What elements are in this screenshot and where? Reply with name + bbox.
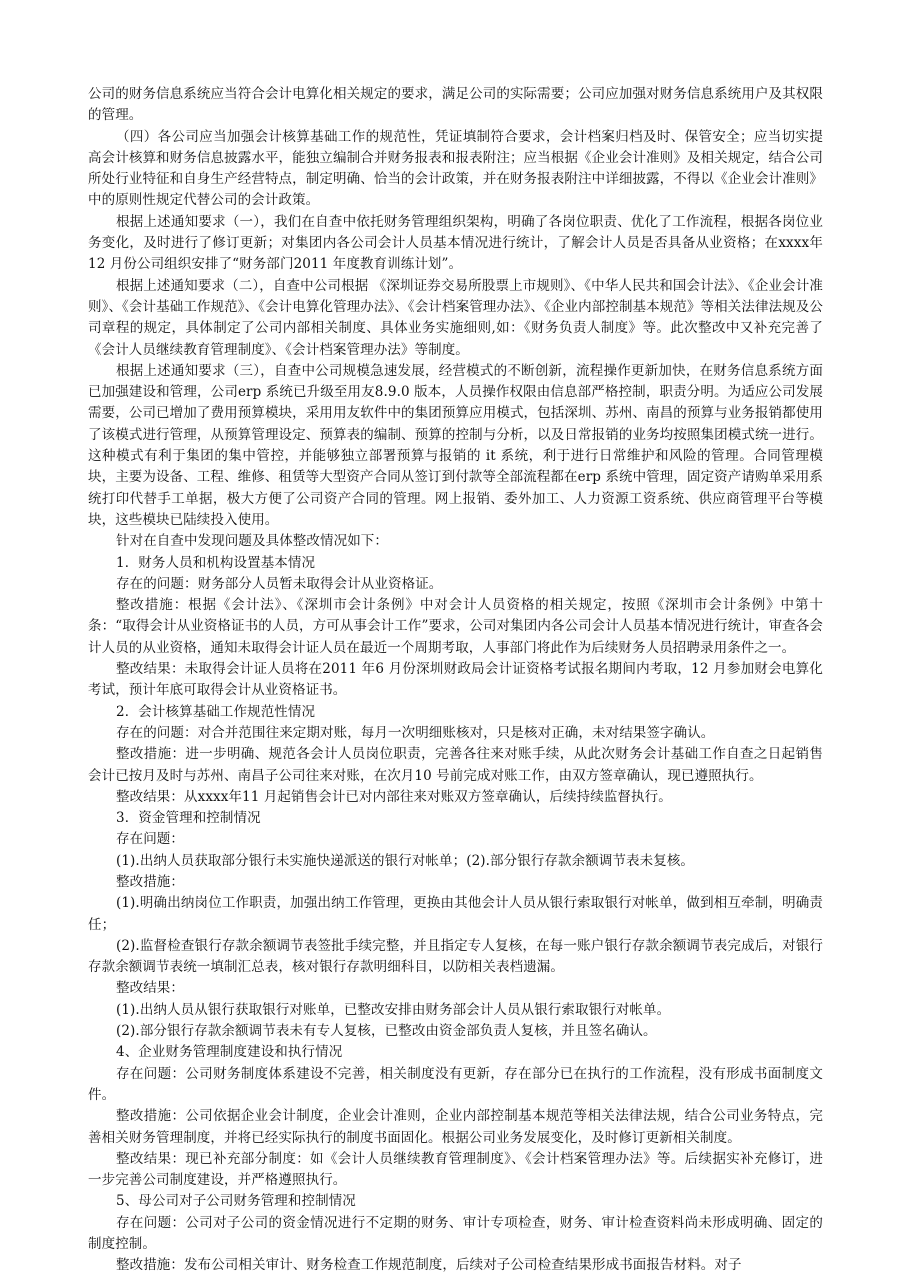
paragraph: 存在的问题：财务部分人员暂未取得会计从业资格证。 [116, 575, 443, 592]
paragraph: 存在问题： [116, 831, 184, 848]
paragraph: (2).监督检查银行存款余额调节表签批手续完整，并且指定专人复核，在每一账户银行存款余额调节表完成后，对银行存款余额调节表统一填制汇总表，核对银行存款明细科目，以防相关表档遗漏。 [88, 937, 823, 976]
paragraph: 针对在自查中发现问题及具体整改情况如下： [116, 533, 388, 550]
paragraph: 公司的财务信息系统应当符合会计电算化相关规定的要求，满足公司的实际需要；公司应加强对财务信息系统用户及其权限的管理。 [88, 86, 823, 124]
paragraph: （四）各公司应当加强会计核算基础工作的规范性，凭证填制符合要求，会计档案归档及时、保管安全；应当切实提高会计核算和财务信息披露水平，能独立编制合并财务报表和报表附注；应当根据《企业会计准则》及相关规定，结合公司所处行业特征和自身生产经营特点，制定明确、恰当的会计政策，并在财务报表附注中详细披露，不得以《企业会计准则》中的原则性规定代替公司的会计政策。 [88, 128, 823, 209]
section-heading: 4、企业财务管理制度建设和执行情况 [116, 1044, 343, 1061]
paragraph: 整改措施：进一步明确、规范各会计人员岗位职责，完善各往来对账手续，从此次财务会计基础工作自查之日起销售会计已按月及时与苏州、南昌子公司往来对账，在次月10 号前完成对账工作，由双方签章确认，现已遵照执行。 [88, 746, 823, 784]
paragraph: 整改结果： [116, 980, 184, 997]
paragraph: 根据上述通知要求（二），自查中公司根据 《深圳证券交易所股票上市规则》、《中华人民共和国会计法》、《企业会计准则》、《会计基础工作规范》、《会计电算化管理办法》、《会计档案管理办法》、《企业内部控制基本规范》等相关法律法规及公司章程的规定，具体制定了公司内部相关制度、具体业务实施细则,如：《财务负责人制度》等。此次整改中又补充完善了《会计人员继续教育管理制度》、《会计档案管理办法》等制度。 [88, 277, 823, 358]
paragraph: (1).出纳人员获取部分银行未实施快递派送的银行对帐单；(2).部分银行存款余额调节表未复核。 [116, 852, 695, 869]
section-heading: 1．财务人员和机构设置基本情况 [116, 554, 316, 571]
paragraph: (1).出纳人员从银行获取银行对账单，已整改安排由财务部会计人员从银行索取银行对帐单。 [116, 1001, 671, 1018]
paragraph: (2).部分银行存款余额调节表未有专人复核，已整改由资金部负责人复核，并且签名确认。 [116, 1023, 657, 1040]
paragraph: 整改措施：公司依据企业会计制度，企业会计准则，企业内部控制基本规范等相关法律法规，结合公司业务特点，完善相关财务管理制度，并将已经实际执行的制度书面固化。根据公司业务发展变化，及时修订更新相关制度。 [88, 1108, 823, 1146]
paragraph: 存在的问题：对合并范围往来定期对账，每月一次明细账核对，只是核对正确，未对结果签字确认。 [116, 724, 715, 741]
paragraph: 整改措施： [116, 873, 184, 890]
paragraph: 存在问题：公司对子公司的资金情况进行不定期的财务、审计专项检查，财务、审计检查资料尚未形成明确、固定的制度控制。 [88, 1214, 823, 1253]
paragraph: 根据上述通知要求（一），我们在自查中依托财务管理组织架构，明确了各岗位职责、优化了工作流程，根据各岗位业务变化，及时进行了修订更新；对集团内各公司会计人员基本情况进行统计，了解会计人员是否具备从业资格；在xxxx年12 月份公司组织安排了“财务部门2011 年度教育训练计划”。 [88, 213, 823, 273]
paragraph: 整改措施：根据《会计法》、《深圳市会计条例》中对会计人员资格的相关规定，按照《深圳市会计条例》中第十条：“取得会计从业资格证书的人员，方可从事会计工作”要求，公司对集团内各公司会计人员基本情况进行统计，审查各会计人员的从业资格，通知未取得会计证人员在最近一个周期考取，人事部门将此作为后续财务人员招聘录用条件之一。 [88, 597, 823, 656]
paragraph: 整改措施：发布公司相关审计、财务检查工作规范制度，后续对子公司检查结果形成书面报告材料。对子 [116, 1257, 742, 1274]
section-heading: 3．资金管理和控制情况 [116, 810, 261, 827]
paragraph: 整改结果：从xxxx年11 月起销售会计已对内部往来对账双方签章确认，后续持续监督执行。 [116, 788, 672, 805]
paragraph: 整改结果：现已补充部分制度：如《会计人员继续教育管理制度》、《会计档案管理办法》等。后续据实补充修订，进一步完善公司制度建设，并严格遵照执行。 [88, 1150, 823, 1189]
paragraph: 根据上述通知要求（三），自查中公司规模急速发展，经营模式的不断创新，流程操作更新加快，在财务信息系统方面已加强建设和管理，公司erp 系统已升级至用友8.9.0 版本，人员操作权限由信息部严格控制，职责分明。为适应公司发展需要，公司已增加了费用预算模块，采用用友软件中的集团预算应用模式，包括深圳、苏州、南昌的预算与业务报销都使用了该模式进行管理，从预算管理设定、预算表的编制、预算的控制与分析，以及日常报销的业务均按照集团模式统一进行。这种模式有利于集团的集中管控，并能够独立部署预算与报销的 it 系统，利于进行日常维护和风险的管理。合同管理模块，主要为设备、工程、维修、租赁等大型资产合同从签订到付款等全部流程都在erp 系统中管理，固定资产请购单采用系统打印代替手工单据，极大方便了公司资产合同的管理。网上报销、委外加工、人力资源工资系统、供应商管理平台等模块，这些模块已陆续投入使用。 [88, 362, 823, 528]
paragraph: 存在问题：公司财务制度体系建设不完善，相关制度没有更新，存在部分已在执行的工作流程，没有形成书面制度文件。 [88, 1065, 823, 1103]
section-heading: 2．会计核算基础工作规范性情况 [116, 703, 316, 720]
section-heading: 5、母公司对子公司财务管理和控制情况 [116, 1193, 356, 1210]
paragraph: (1).明确出纳岗位工作职责，加强出纳工作管理，更换由其他会计人员从银行索取银行对帐单，做到相互牵制，明确责任； [88, 895, 823, 933]
paragraph: 整改结果：未取得会计证人员将在2011 年6 月份深圳财政局会计证资格考试报名期间内考取，12 月参加财会电算化考试，预计年底可取得会计从业资格证书。 [88, 661, 823, 699]
